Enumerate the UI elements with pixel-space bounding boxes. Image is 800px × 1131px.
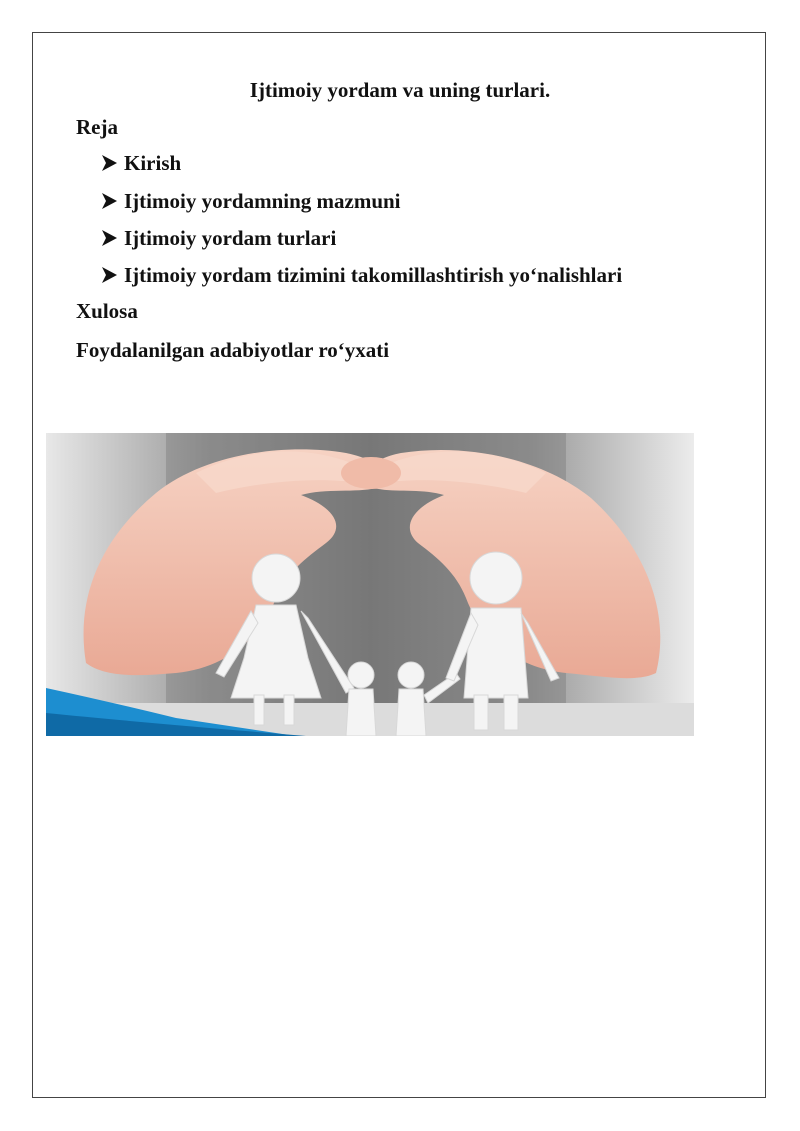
plan-heading: Reja xyxy=(76,115,118,139)
conclusion-heading: Xulosa xyxy=(76,299,138,323)
plan-item-label: Kirish xyxy=(124,151,182,175)
plan-item-3 xyxy=(100,224,336,252)
plan-item-label: Ijtimoiy yordamning mazmuni xyxy=(124,189,401,213)
arrow-bullet-icon xyxy=(100,192,118,210)
arrow-bullet-icon xyxy=(100,229,118,247)
family-protection-image xyxy=(46,433,694,736)
plan-item-1 xyxy=(100,149,181,177)
arrow-bullet-icon xyxy=(100,266,118,284)
plan-item-label: Ijtimoiy yordam tizimini takomillashtirish yo‘nalishlari xyxy=(124,263,623,287)
plan-item-label: Ijtimoiy yordam turlari xyxy=(124,226,337,250)
plan-item-4 xyxy=(100,261,622,289)
family-protection-photo-icon xyxy=(46,433,694,736)
plan-item-2 xyxy=(100,187,401,215)
document-title: Ijtimoiy yordam va uning turlari. xyxy=(249,78,551,102)
arrow-bullet-icon xyxy=(100,154,118,172)
references-heading: Foydalanilgan adabiyotlar ro‘yxati xyxy=(76,338,390,362)
